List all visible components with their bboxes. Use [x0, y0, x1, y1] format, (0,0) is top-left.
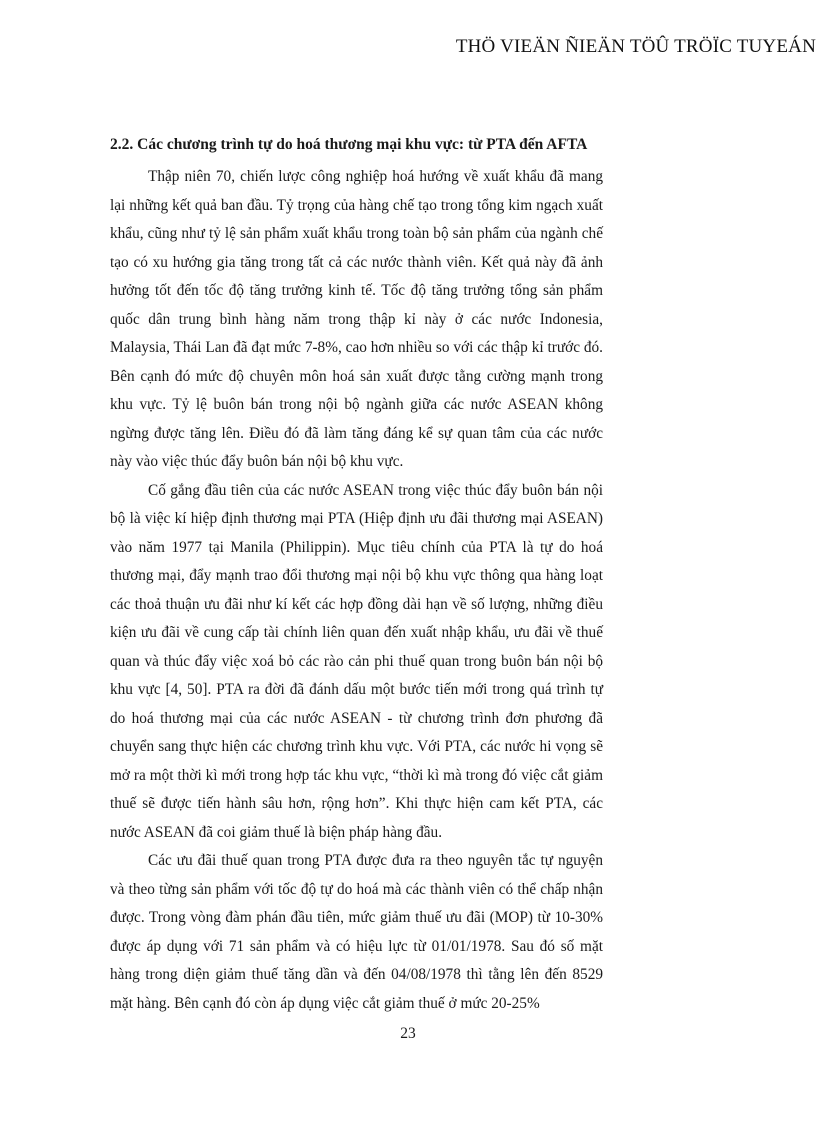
paragraph-2: Cố gắng đầu tiên của các nước ASEAN trong việc thúc đẩy buôn bán nội bộ là việc kí hiệp định thương mại PTA (Hiệp định ưu đãi thương mại ASEAN) vào năm 1977 tại Manila (Philippin). Mục tiêu chính của PTA là tự do hoá thương mại, đẩy mạnh trao đổi thương mại nội bộ khu vực thông qua hàng loạt các thoả thuận ưu đãi như kí kết các hợp đồng dài hạn về số lượng, những điều kiện ưu đãi về cung cấp tài chính liên quan đến xuất nhập khẩu, ưu đãi về thuế quan và thúc đẩy việc xoá bỏ các rào cản phi thuế quan trong buôn bán nội bộ khu vực [4, 50]. PTA ra đời đã đánh dấu một bước tiến mới trong quá trình tự do hoá thương mại của các nước ASEAN - từ chương trình đơn phương đã chuyển sang thực hiện các chương trình khu vực. Với PTA, các nước hi vọng sẽ mở ra một thời kì mới trong hợp tác khu vực, “thời kì mà trong đó việc cắt giảm thuế sẽ được tiến hành sâu hơn, rộng hơn”. Khi thực hiện cam kết PTA, các nước ASEAN đã coi giảm thuế là biện pháp hàng đầu. — [110, 481, 603, 841]
paragraph-1: Thập niên 70, chiến lược công nghiệp hoá hướng về xuất khẩu đã mang lại những kết quả ban đầu. Tỷ trọng của hàng chế tạo trong tổng kim ngạch xuất khẩu, cũng như tỷ lệ sản phẩm xuất khẩu trong toàn bộ sản phẩm của ngành chế tạo có xu hướng gia tăng trong tất cả các nước thành viên. Kết quả này đã ảnh hưởng tốt đến tốc độ tăng trưởng kinh tế. Tốc độ tăng trưởng tổng sản phẩm quốc dân trung bình hàng năm trong thập kỉ này ở các nước Indonesia, Malaysia, Thái Lan đã đạt mức 7-8%, cao hơn nhiều so với các thập kỉ trước đó. Bên cạnh đó mức độ chuyên môn hoá sản xuất được tằng cường mạnh trong khu vực. Tỷ lệ buôn bán trong nội bộ ngành giữa các nước ASEAN không ngừng được tăng lên. Điều đó đã làm tăng đáng kể sự quan tâm của các nước này vào việc thúc đẩy buôn bán nội bộ khu vực. — [110, 168, 603, 470]
body-text — [110, 163, 603, 1018]
running-header: THÖ VIEÄN ÑIEÄN TÖÛ TRÖÏC TUYEÁN — [455, 36, 816, 57]
section-heading: 2.2. Các chương trình tự do hoá thương mại khu vực: từ PTA đến AFTA — [110, 136, 588, 153]
paragraph-3: Các ưu đãi thuế quan trong PTA được đưa ra theo nguyên tắc tự nguyện và theo từng sản phẩm với tốc độ tự do hoá mà các thành viên có thể chấp nhận được. Trong vòng đàm phán đầu tiên, mức giảm thuế ưu đãi (MOP) từ 10-30% được áp dụng với 71 sản phẩm và có hiệu lực từ 01/01/1978. Sau đó số mặt hàng trong diện giảm thuế tăng dần và đến 04/08/1978 thì tằng lên đến 8529 mặt hàng. Bên cạnh đó còn áp dụng việc cắt giảm thuế ở mức 20-25% — [110, 852, 603, 1012]
page-number: 23 — [400, 1025, 416, 1042]
